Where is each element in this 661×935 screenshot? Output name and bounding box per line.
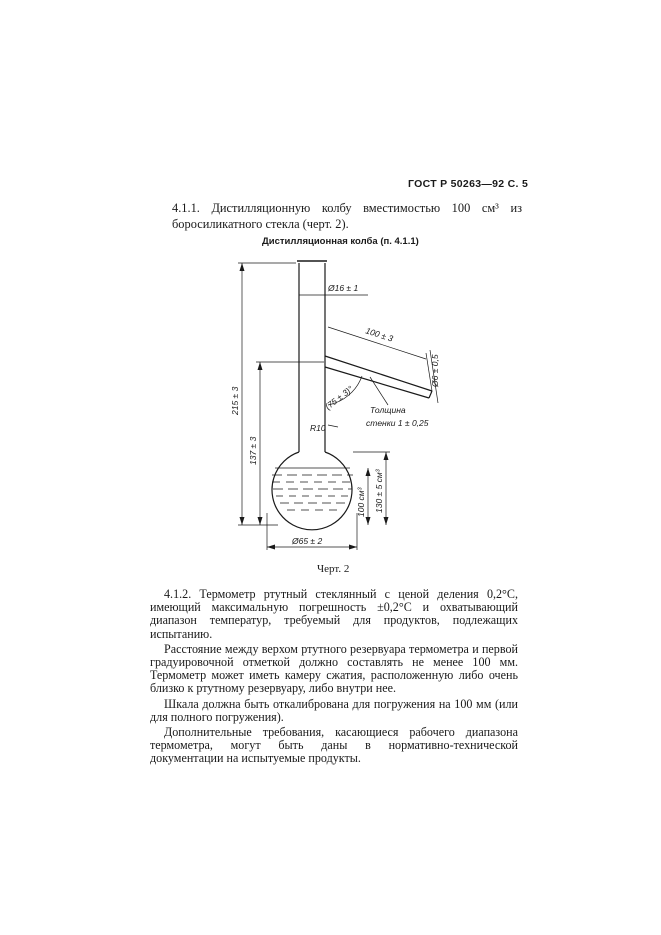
label-tube-height: 137 ± 3 xyxy=(248,436,258,465)
liquid-hatching xyxy=(272,468,353,510)
figure-title: Дистилляционная колба (п. 4.1.1) xyxy=(262,236,419,247)
section-4-1-2 xyxy=(150,588,518,768)
label-wall-2: стенки 1 ± 0,25 xyxy=(366,418,429,428)
flask-bulb xyxy=(272,452,352,530)
section-4-1-1: 4.1.1. Дистилляционную колбу вместимостью 100 см³ из боросиликатного стекла (черт. 2). xyxy=(172,201,522,231)
paragraph-distance: Расстояние между верхом ртутного резервуара термометра и первой градуировочной отметкой должно составлять не менее 100 мм. Термометр может иметь камеру сжатия, расположенную либо очень близко к ртутному резервуару, либо внутри нее. xyxy=(150,641,518,696)
label-bulb-diameter: Ø65 ± 2 xyxy=(292,536,323,546)
label-total-height: 215 ± 3 xyxy=(230,386,240,415)
label-angle: (75 ± 3)° xyxy=(323,383,355,412)
figure-caption: Черт. 2 xyxy=(317,563,350,575)
label-side-tube-diameter: Ø6 ± 0,5 xyxy=(430,354,440,387)
distillation-flask-drawing xyxy=(220,255,450,555)
dimension-arrows xyxy=(240,263,389,550)
side-tube-end xyxy=(429,391,432,398)
label-side-tube-length: 100 ± 3 xyxy=(364,325,395,344)
paragraph-additional: Дополнительные требования, касающиеся рабочего диапазона термометра, могут быть даны в нормативно-технической документации на испытуемые продукты. xyxy=(150,725,518,766)
label-wall-1: Толщина xyxy=(370,405,406,415)
paragraph-scale: Шкала должна быть откалибрована для погружения на 100 мм (или для полного погружения). xyxy=(150,696,518,724)
label-volume-130: 130 ± 5 см³ xyxy=(374,469,384,513)
paragraph-thermometer: 4.1.2. Термометр ртутный стеклянный с ценой деления 0,2°С, имеющий максимальную погрешность ±0,2°С и охватывающий диапазон температур, требуемый для продуктов, подлежащих испытанию. xyxy=(150,587,518,641)
label-radius: R10 xyxy=(310,423,326,433)
page-header: ГОСТ Р 50263—92 С. 5 xyxy=(408,178,529,190)
label-volume-100: 100 см³ xyxy=(356,487,366,517)
label-neck-diameter: Ø16 ± 1 xyxy=(328,283,359,293)
